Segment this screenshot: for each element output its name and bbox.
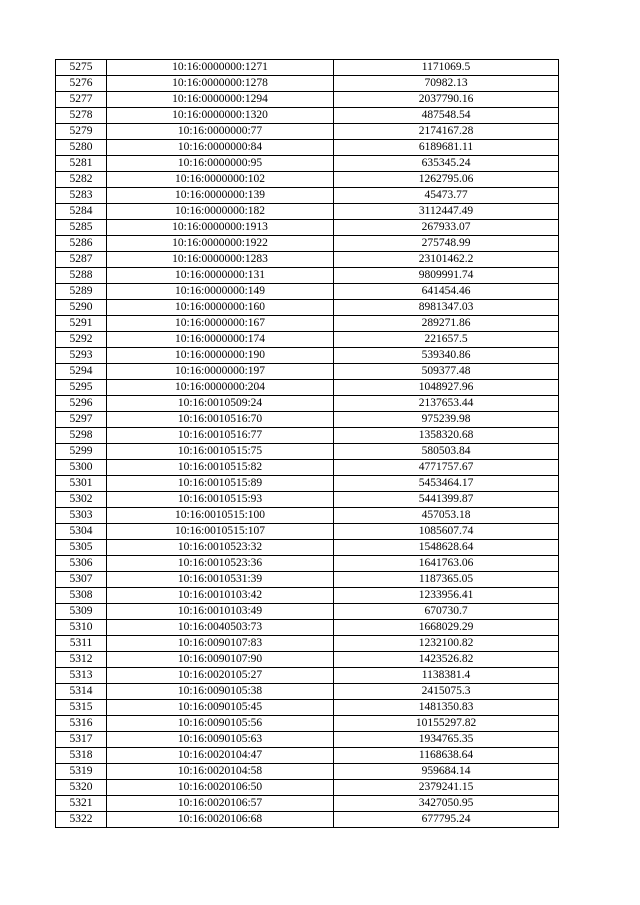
value-cell: 1138381.4 (334, 668, 559, 684)
table-row (56, 620, 559, 636)
cadastral-number-cell: 10:16:0000000:204 (107, 380, 334, 396)
cadastral-number-cell: 10:16:0090105:38 (107, 684, 334, 700)
value-cell: 221657.5 (334, 332, 559, 348)
cadastral-number-cell: 10:16:0010523:32 (107, 540, 334, 556)
row-number-cell: 5276 (56, 76, 107, 92)
table-row (56, 684, 559, 700)
table-row (56, 332, 559, 348)
row-number-cell: 5289 (56, 284, 107, 300)
cadastral-number-cell: 10:16:0010531:39 (107, 572, 334, 588)
value-cell: 1548628.64 (334, 540, 559, 556)
cadastral-number-cell: 10:16:0020105:27 (107, 668, 334, 684)
row-number-cell: 5287 (56, 252, 107, 268)
value-cell: 8981347.03 (334, 300, 559, 316)
row-number-cell: 5308 (56, 588, 107, 604)
row-number-cell: 5283 (56, 188, 107, 204)
table-row (56, 556, 559, 572)
value-cell: 5453464.17 (334, 476, 559, 492)
table-row (56, 508, 559, 524)
row-number-cell: 5314 (56, 684, 107, 700)
value-cell: 1168638.64 (334, 748, 559, 764)
table-row (56, 540, 559, 556)
value-cell: 1048927.96 (334, 380, 559, 396)
row-number-cell: 5304 (56, 524, 107, 540)
value-cell: 70982.13 (334, 76, 559, 92)
row-number-cell: 5306 (56, 556, 107, 572)
row-number-cell: 5315 (56, 700, 107, 716)
cadastral-number-cell: 10:16:0090105:56 (107, 716, 334, 732)
cadastral-number-cell: 10:16:0000000:1320 (107, 108, 334, 124)
value-cell: 2415075.3 (334, 684, 559, 700)
cadastral-number-cell: 10:16:0010516:70 (107, 412, 334, 428)
cadastral-number-cell: 10:16:0020106:57 (107, 796, 334, 812)
cadastral-number-cell: 10:16:0000000:1271 (107, 60, 334, 76)
table-row (56, 380, 559, 396)
value-cell: 289271.86 (334, 316, 559, 332)
cadastral-value-table (55, 59, 559, 828)
value-cell: 457053.18 (334, 508, 559, 524)
cadastral-number-cell: 10:16:0000000:149 (107, 284, 334, 300)
value-cell: 5441399.87 (334, 492, 559, 508)
value-cell: 3427050.95 (334, 796, 559, 812)
cadastral-number-cell: 10:16:0000000:139 (107, 188, 334, 204)
table-row (56, 652, 559, 668)
cadastral-number-cell: 10:16:0000000:1283 (107, 252, 334, 268)
value-cell: 670730.7 (334, 604, 559, 620)
cadastral-number-cell: 10:16:0090107:90 (107, 652, 334, 668)
table-row (56, 220, 559, 236)
cadastral-number-cell: 10:16:0010523:36 (107, 556, 334, 572)
value-cell: 487548.54 (334, 108, 559, 124)
cadastral-number-cell: 10:16:0000000:174 (107, 332, 334, 348)
value-cell: 509377.48 (334, 364, 559, 380)
cadastral-number-cell: 10:16:0090105:63 (107, 732, 334, 748)
table-row (56, 364, 559, 380)
table-row (56, 524, 559, 540)
row-number-cell: 5321 (56, 796, 107, 812)
table-row (56, 172, 559, 188)
value-cell: 1481350.83 (334, 700, 559, 716)
cadastral-number-cell: 10:16:0000000:190 (107, 348, 334, 364)
table-row (56, 140, 559, 156)
row-number-cell: 5311 (56, 636, 107, 652)
table-row (56, 124, 559, 140)
cadastral-number-cell: 10:16:0000000:1913 (107, 220, 334, 236)
value-cell: 4771757.67 (334, 460, 559, 476)
row-number-cell: 5285 (56, 220, 107, 236)
value-cell: 2037790.16 (334, 92, 559, 108)
cadastral-number-cell: 10:16:0000000:84 (107, 140, 334, 156)
table-row (56, 460, 559, 476)
table-row (56, 796, 559, 812)
value-cell: 23101462.2 (334, 252, 559, 268)
cadastral-number-cell: 10:16:0000000:95 (107, 156, 334, 172)
row-number-cell: 5278 (56, 108, 107, 124)
cadastral-number-cell: 10:16:0010515:107 (107, 524, 334, 540)
row-number-cell: 5290 (56, 300, 107, 316)
table-row (56, 748, 559, 764)
row-number-cell: 5294 (56, 364, 107, 380)
row-number-cell: 5284 (56, 204, 107, 220)
row-number-cell: 5313 (56, 668, 107, 684)
value-cell: 641454.46 (334, 284, 559, 300)
value-cell: 1233956.41 (334, 588, 559, 604)
row-number-cell: 5302 (56, 492, 107, 508)
value-cell: 959684.14 (334, 764, 559, 780)
table-row (56, 716, 559, 732)
table-row (56, 700, 559, 716)
row-number-cell: 5275 (56, 60, 107, 76)
value-cell: 1187365.05 (334, 572, 559, 588)
value-cell: 1423526.82 (334, 652, 559, 668)
row-number-cell: 5299 (56, 444, 107, 460)
row-number-cell: 5305 (56, 540, 107, 556)
value-cell: 3112447.49 (334, 204, 559, 220)
cadastral-number-cell: 10:16:0000000:1922 (107, 236, 334, 252)
row-number-cell: 5300 (56, 460, 107, 476)
table-row (56, 492, 559, 508)
row-number-cell: 5288 (56, 268, 107, 284)
value-cell: 9809991.74 (334, 268, 559, 284)
cadastral-number-cell: 10:16:0010515:93 (107, 492, 334, 508)
table-row (56, 428, 559, 444)
row-number-cell: 5280 (56, 140, 107, 156)
table-row (56, 444, 559, 460)
table-row (56, 76, 559, 92)
cadastral-number-cell: 10:16:0020106:68 (107, 812, 334, 828)
row-number-cell: 5296 (56, 396, 107, 412)
value-cell: 1232100.82 (334, 636, 559, 652)
cadastral-number-cell: 10:16:0010509:24 (107, 396, 334, 412)
row-number-cell: 5322 (56, 812, 107, 828)
row-number-cell: 5293 (56, 348, 107, 364)
cadastral-number-cell: 10:16:0020104:58 (107, 764, 334, 780)
table-row (56, 348, 559, 364)
row-number-cell: 5318 (56, 748, 107, 764)
cadastral-number-cell: 10:16:0000000:167 (107, 316, 334, 332)
row-number-cell: 5298 (56, 428, 107, 444)
value-cell: 6189681.11 (334, 140, 559, 156)
cadastral-number-cell: 10:16:0000000:182 (107, 204, 334, 220)
value-cell: 580503.84 (334, 444, 559, 460)
row-number-cell: 5279 (56, 124, 107, 140)
cadastral-number-cell: 10:16:0090107:83 (107, 636, 334, 652)
table-body (56, 60, 559, 828)
row-number-cell: 5292 (56, 332, 107, 348)
value-cell: 1668029.29 (334, 620, 559, 636)
value-cell: 1085607.74 (334, 524, 559, 540)
cadastral-number-cell: 10:16:0010103:49 (107, 604, 334, 620)
cadastral-number-cell: 10:16:0010515:89 (107, 476, 334, 492)
table-row (56, 204, 559, 220)
value-cell: 2174167.28 (334, 124, 559, 140)
cadastral-number-cell: 10:16:0000000:102 (107, 172, 334, 188)
table-row (56, 668, 559, 684)
cadastral-number-cell: 10:16:0090105:45 (107, 700, 334, 716)
row-number-cell: 5307 (56, 572, 107, 588)
table-row (56, 284, 559, 300)
row-number-cell: 5309 (56, 604, 107, 620)
table-row (56, 604, 559, 620)
value-cell: 677795.24 (334, 812, 559, 828)
table-row (56, 156, 559, 172)
table-row (56, 300, 559, 316)
cadastral-number-cell: 10:16:0000000:77 (107, 124, 334, 140)
cadastral-number-cell: 10:16:0010516:77 (107, 428, 334, 444)
value-cell: 1358320.68 (334, 428, 559, 444)
table-row (56, 476, 559, 492)
cadastral-number-cell: 10:16:0040503:73 (107, 620, 334, 636)
cadastral-number-cell: 10:16:0020104:47 (107, 748, 334, 764)
row-number-cell: 5317 (56, 732, 107, 748)
value-cell: 2137653.44 (334, 396, 559, 412)
row-number-cell: 5295 (56, 380, 107, 396)
cadastral-number-cell: 10:16:0020106:50 (107, 780, 334, 796)
row-number-cell: 5297 (56, 412, 107, 428)
table-row (56, 188, 559, 204)
cadastral-number-cell: 10:16:0010515:75 (107, 444, 334, 460)
row-number-cell: 5320 (56, 780, 107, 796)
table-row (56, 92, 559, 108)
cadastral-number-cell: 10:16:0010515:100 (107, 508, 334, 524)
cadastral-number-cell: 10:16:0000000:197 (107, 364, 334, 380)
row-number-cell: 5312 (56, 652, 107, 668)
table-row (56, 412, 559, 428)
table-row (56, 268, 559, 284)
row-number-cell: 5281 (56, 156, 107, 172)
value-cell: 267933.07 (334, 220, 559, 236)
table-row (56, 236, 559, 252)
row-number-cell: 5277 (56, 92, 107, 108)
cadastral-number-cell: 10:16:0000000:131 (107, 268, 334, 284)
value-cell: 275748.99 (334, 236, 559, 252)
table-row (56, 60, 559, 76)
row-number-cell: 5286 (56, 236, 107, 252)
value-cell: 1171069.5 (334, 60, 559, 76)
cadastral-number-cell: 10:16:0010103:42 (107, 588, 334, 604)
row-number-cell: 5282 (56, 172, 107, 188)
table-row (56, 812, 559, 828)
table-row (56, 316, 559, 332)
table-row (56, 764, 559, 780)
value-cell: 635345.24 (334, 156, 559, 172)
row-number-cell: 5310 (56, 620, 107, 636)
row-number-cell: 5301 (56, 476, 107, 492)
value-cell: 975239.98 (334, 412, 559, 428)
table-row (56, 588, 559, 604)
table-row (56, 636, 559, 652)
row-number-cell: 5316 (56, 716, 107, 732)
table-row (56, 252, 559, 268)
cadastral-number-cell: 10:16:0000000:1294 (107, 92, 334, 108)
table-row (56, 780, 559, 796)
row-number-cell: 5303 (56, 508, 107, 524)
value-cell: 45473.77 (334, 188, 559, 204)
value-cell: 1934765.35 (334, 732, 559, 748)
value-cell: 1262795.06 (334, 172, 559, 188)
cadastral-number-cell: 10:16:0000000:1278 (107, 76, 334, 92)
value-cell: 2379241.15 (334, 780, 559, 796)
row-number-cell: 5319 (56, 764, 107, 780)
row-number-cell: 5291 (56, 316, 107, 332)
value-cell: 539340.86 (334, 348, 559, 364)
table-row (56, 732, 559, 748)
value-cell: 1641763.06 (334, 556, 559, 572)
cadastral-number-cell: 10:16:0010515:82 (107, 460, 334, 476)
table-row (56, 572, 559, 588)
cadastral-number-cell: 10:16:0000000:160 (107, 300, 334, 316)
table-row (56, 108, 559, 124)
value-cell: 10155297.82 (334, 716, 559, 732)
table-row (56, 396, 559, 412)
